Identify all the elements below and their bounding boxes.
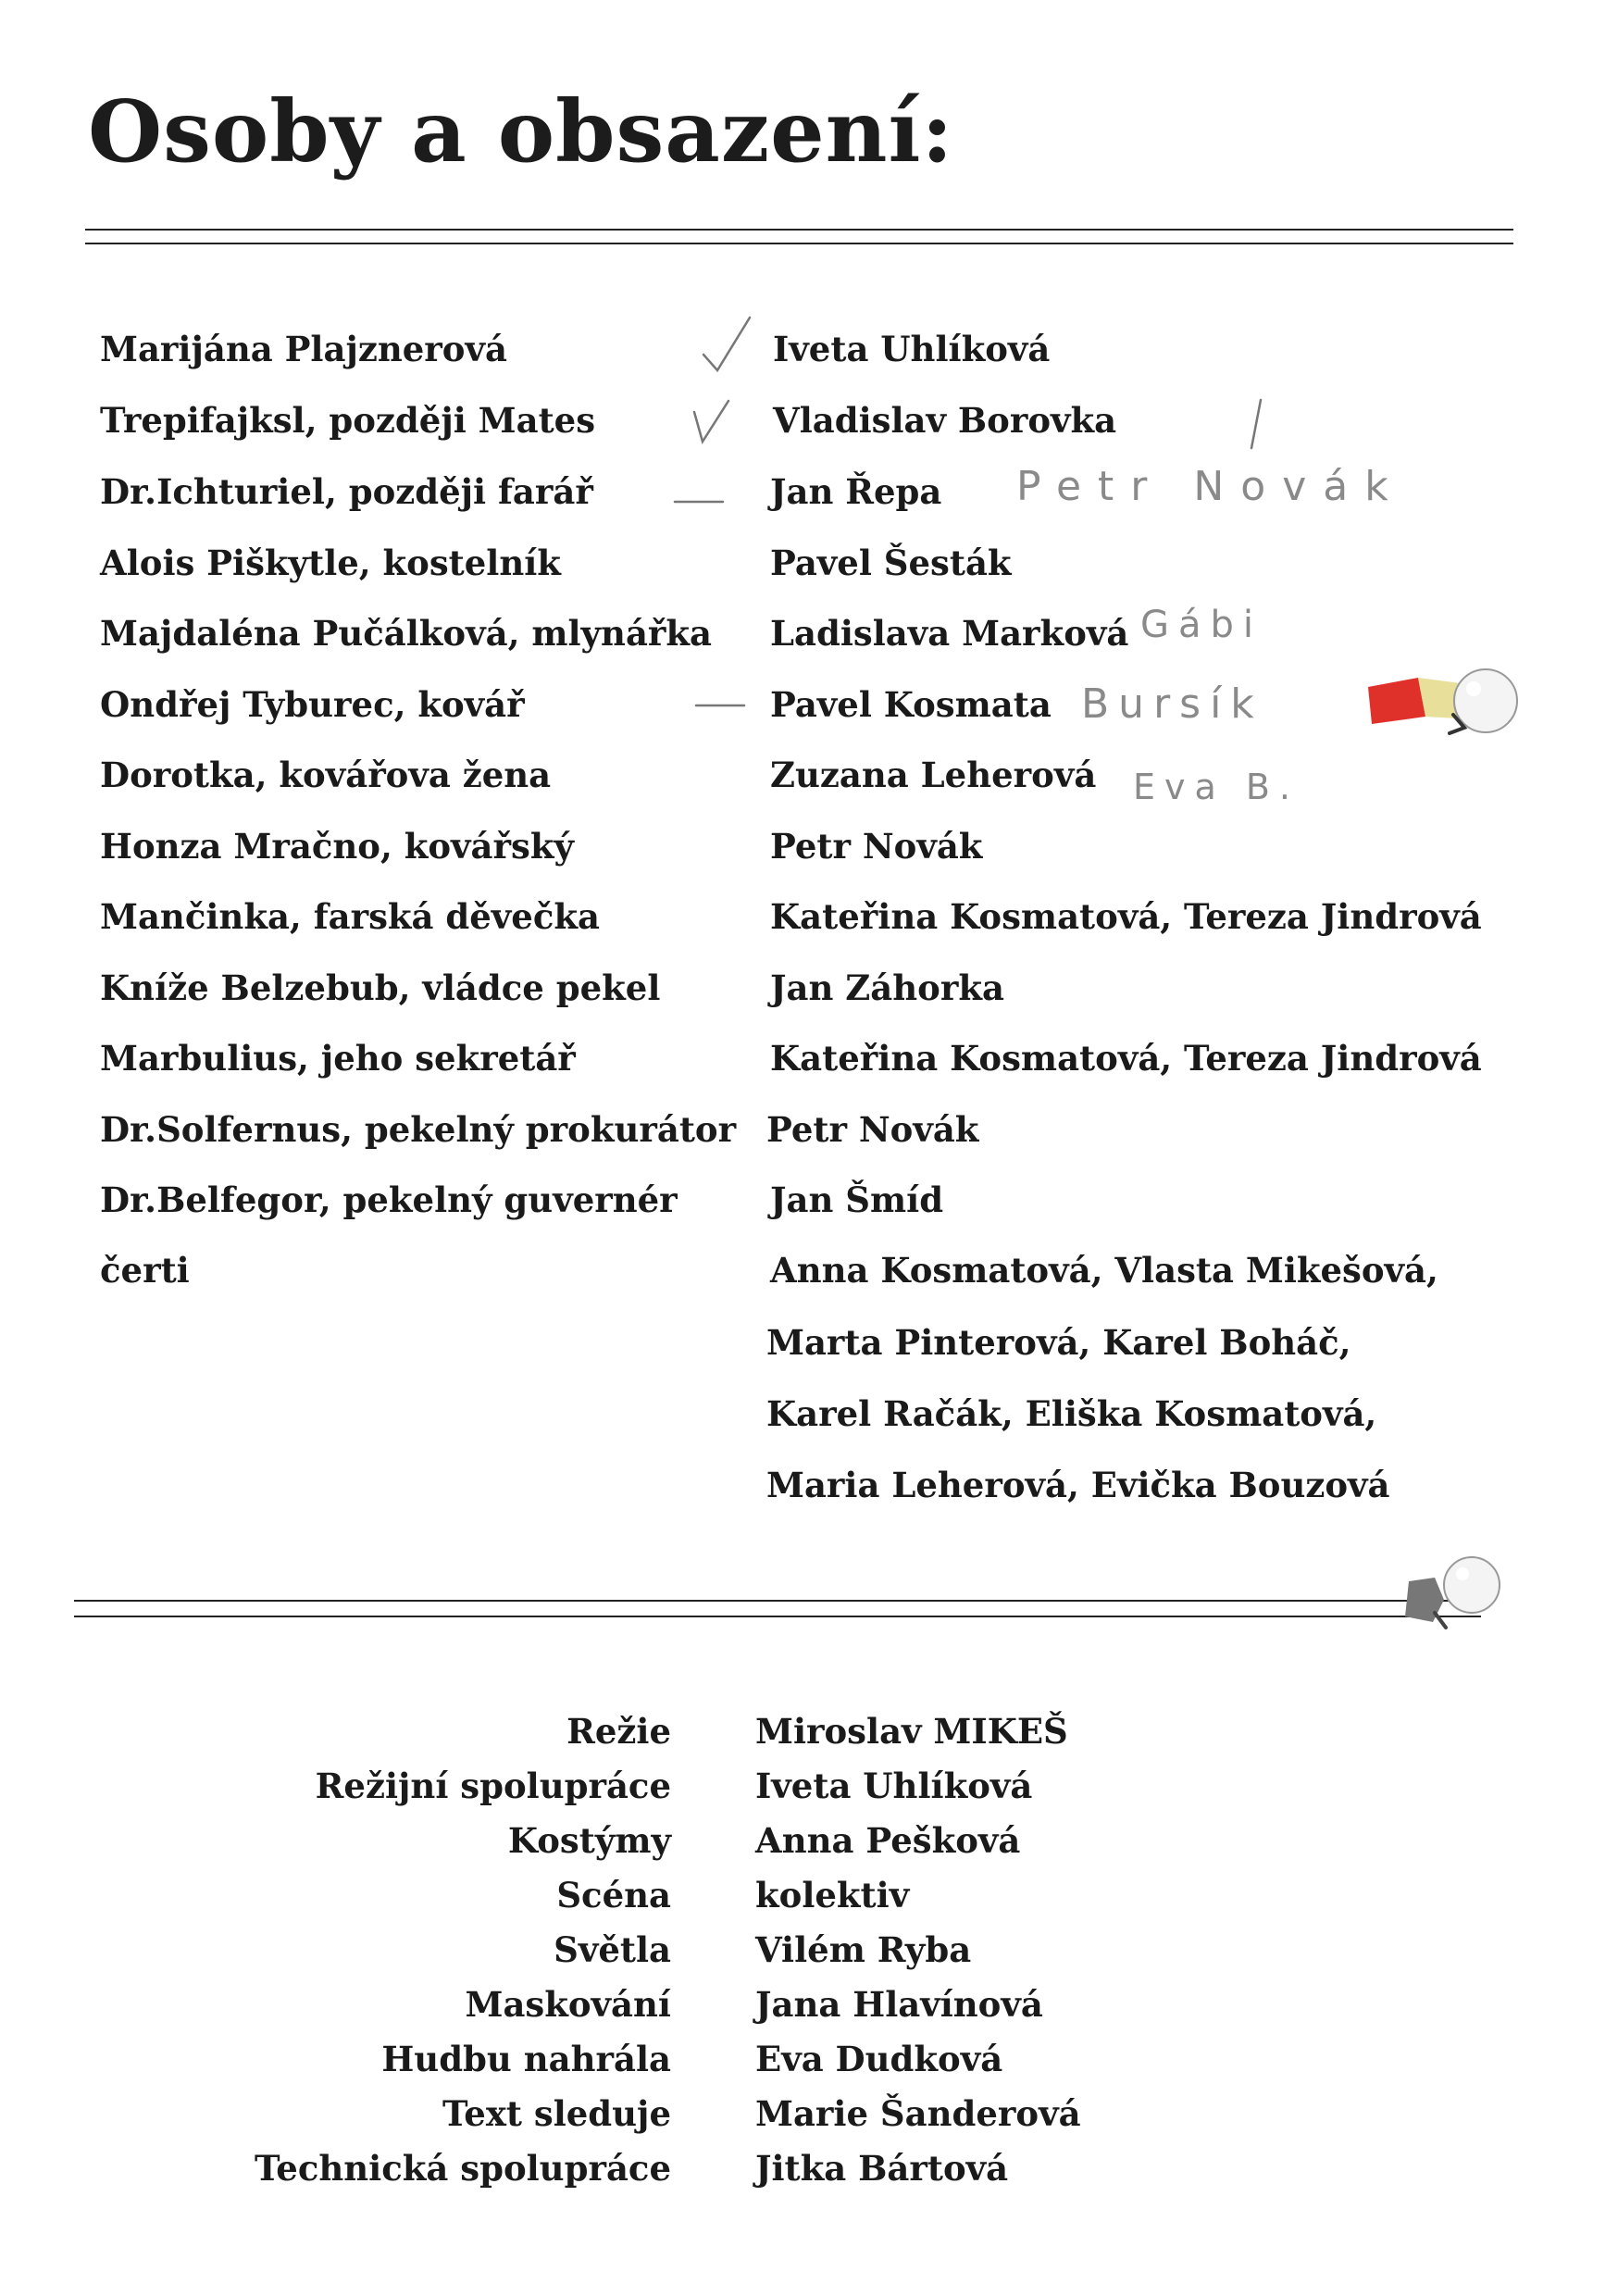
- cast-row: [0, 1250, 1618, 1305]
- crew-role: Režijní spolupráce: [315, 1766, 671, 1806]
- crew-row: [0, 1820, 1618, 1876]
- cast-actor: Anna Kosmatová, Vlasta Mikešová,: [770, 1250, 1438, 1291]
- cast-actor: Zuzana Leherová: [770, 755, 1097, 795]
- crew-row: [0, 1711, 1618, 1766]
- crew-name: Eva Dudková: [755, 2039, 1003, 2079]
- crew-role: Světla: [554, 1929, 671, 1970]
- dash-mark-icon: [692, 696, 748, 715]
- middle-rule-lower: [74, 1616, 1481, 1617]
- cast-continuation-line: Karel Račák, Eliška Kosmatová,: [766, 1393, 1377, 1434]
- crew-row: [0, 1929, 1618, 1985]
- crew-name: Iveta Uhlíková: [755, 1766, 1033, 1806]
- crew-role: Maskování: [465, 1984, 671, 2025]
- middle-rule-upper: [74, 1600, 1481, 1602]
- cast-actor: Petr Novák: [766, 1109, 979, 1150]
- cast-actor: Iveta Uhlíková: [773, 329, 1051, 369]
- cast-row: [0, 755, 1618, 810]
- crew-name: Anna Pešková: [755, 1820, 1021, 1861]
- crew-name: Miroslav MIKEŠ: [755, 1711, 1068, 1752]
- handwritten-note: Bursík: [1081, 680, 1263, 728]
- cast-row: [0, 1179, 1618, 1235]
- crew-name: Vilém Ryba: [755, 1929, 972, 1970]
- cast-actor: Kateřina Kosmatová, Tereza Jindrová: [770, 896, 1482, 937]
- dash-mark-icon: [671, 493, 727, 511]
- cast-row: [0, 967, 1618, 1023]
- cast-actor: Kateřina Kosmatová, Tereza Jindrová: [770, 1038, 1482, 1079]
- crew-role: Kostýmy: [507, 1820, 671, 1861]
- crew-row: [0, 2148, 1618, 2203]
- sticker-icon: [1361, 659, 1527, 742]
- check-mark-icon: [699, 313, 754, 378]
- crew-name: Marie Šanderová: [755, 2093, 1081, 2134]
- cast-role: Alois Piškytle, kostelník: [100, 543, 561, 583]
- cast-role: Majdaléna Pučálková, mlynářka: [100, 613, 713, 654]
- handwritten-note: Petr Novák: [1016, 463, 1405, 510]
- crew-row: [0, 1984, 1618, 2040]
- cast-row: [0, 543, 1618, 598]
- check-mark-icon: [690, 393, 736, 449]
- cast-row: [0, 1038, 1618, 1093]
- tick-stroke-icon: [1242, 396, 1270, 452]
- crew-role: Scéna: [556, 1875, 671, 1915]
- cast-role: Marbulius, jeho sekretář: [100, 1038, 576, 1079]
- cast-row: [0, 826, 1618, 881]
- crew-row: [0, 2093, 1618, 2149]
- crew-row: [0, 2039, 1618, 2094]
- cast-row: [0, 1109, 1618, 1165]
- cast-role: Mančinka, farská děvečka: [100, 896, 600, 937]
- cast-continuation-line: Marta Pinterová, Karel Boháč,: [766, 1322, 1351, 1363]
- crew-name: Jitka Bártová: [755, 2148, 1009, 2189]
- crew-role: Text sleduje: [442, 2093, 671, 2134]
- cast-role: Marijána Plajznerová: [100, 329, 507, 369]
- cast-row: [0, 329, 1618, 384]
- cast-role: Dorotka, kovářova žena: [100, 755, 552, 795]
- crew-role: Technická spolupráce: [255, 2148, 671, 2189]
- cast-row: [0, 896, 1618, 952]
- crew-name: Jana Hlavínová: [755, 1984, 1043, 2025]
- cast-actor: Pavel Šesták: [770, 543, 1012, 583]
- crew-row: [0, 1875, 1618, 1930]
- cast-actor: Jan Řepa: [770, 471, 942, 512]
- cast-actor: Petr Novák: [770, 826, 983, 867]
- handwritten-note: Eva B.: [1133, 767, 1301, 807]
- cast-row: [0, 400, 1618, 455]
- sticker-icon: [1398, 1546, 1518, 1639]
- cast-actor: Pavel Kosmata: [770, 684, 1052, 725]
- handwritten-note: Gábi: [1140, 604, 1263, 646]
- cast-role: Dr.Belfegor, pekelný guvernér: [100, 1179, 678, 1220]
- cast-role: Ondřej Tyburec, kovář: [100, 684, 525, 725]
- crew-role: Režie: [566, 1711, 671, 1752]
- crew-row: [0, 1766, 1618, 1821]
- crew-name: kolektiv: [755, 1875, 910, 1915]
- cast-actor: Ladislava Marková: [770, 613, 1129, 654]
- cast-role: čerti: [100, 1250, 190, 1291]
- cast-actor: Jan Záhorka: [770, 967, 1004, 1008]
- cast-role: Honza Mračno, kovářský: [100, 826, 574, 867]
- top-rule-lower: [85, 243, 1513, 244]
- cast-continuation-line: Maria Leherová, Evička Bouzová: [766, 1465, 1390, 1505]
- cast-role: Dr.Ichturiel, později farář: [100, 471, 593, 512]
- cast-role: Trepifajksl, později Mates: [100, 400, 596, 441]
- page-title: Osoby a obsazení:: [88, 81, 954, 181]
- cast-role: Kníže Belzebub, vládce pekel: [100, 967, 661, 1008]
- crew-role: Hudbu nahrála: [381, 2039, 671, 2079]
- top-rule-upper: [85, 229, 1513, 231]
- cast-actor: Vladislav Borovka: [773, 400, 1117, 441]
- cast-role: Dr.Solfernus, pekelný prokurátor: [100, 1109, 737, 1150]
- cast-actor: Jan Šmíd: [770, 1179, 944, 1220]
